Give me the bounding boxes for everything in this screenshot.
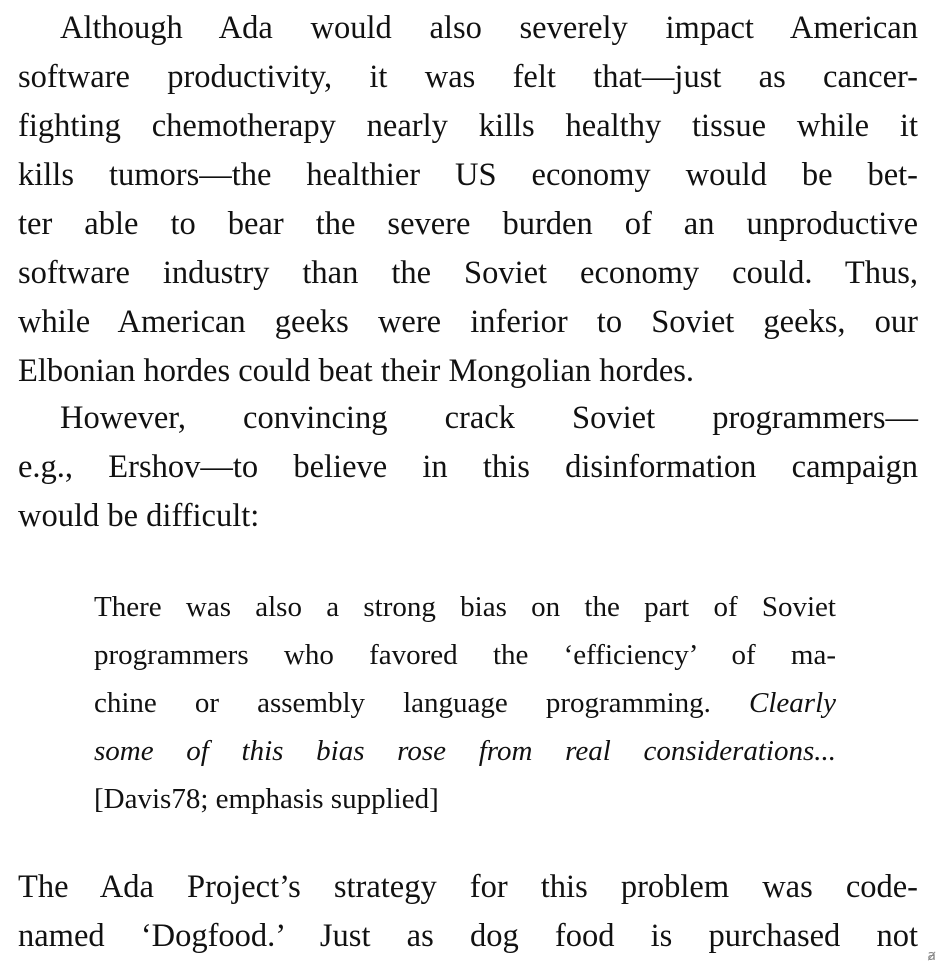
- quote-line: There was also a strong bias on the part of Soviet: [94, 591, 836, 623]
- paragraph-line: Although Ada would also severely impact American: [60, 10, 918, 46]
- quote-plain-text: chine or assembly language programming.: [94, 687, 711, 719]
- paragraph-line: while American geeks were inferior to Soviet geeks, our: [18, 304, 918, 340]
- paragraph-1: [18, 4, 918, 396]
- paragraph-line: However, convincing crack Soviet programmers—: [60, 400, 918, 436]
- quote-line: [94, 679, 836, 727]
- paragraph-2: [18, 394, 918, 541]
- quote-emphasis-text: Clearly: [749, 687, 837, 719]
- paragraph-line: The Ada Project’s strategy for this problem was code-: [18, 869, 918, 905]
- block-quote: [94, 583, 836, 823]
- paragraph-3: [18, 863, 918, 961]
- paragraph-line: ter able to bear the severe burden of an unproductive: [18, 206, 918, 242]
- quote-citation: [Davis78; emphasis supplied]: [94, 783, 439, 815]
- paragraph-line: fighting chemotherapy nearly kills healthy tissue while it: [18, 108, 918, 144]
- paragraph-line: Elbonian hordes could beat their Mongolian hordes.: [18, 353, 695, 389]
- paragraph-line: would be difficult:: [18, 498, 260, 534]
- quote-emphasis-text: some of this bias rose from real considerations...: [94, 735, 836, 767]
- corner-mark: ⱥ: [927, 948, 936, 964]
- paragraph-line: software industry than the Soviet economy could. Thus,: [18, 255, 918, 291]
- paragraph-line: software productivity, it was felt that—just as cancer-: [18, 59, 918, 95]
- quote-line: [94, 727, 836, 775]
- paragraph-line: e.g., Ershov—to believe in this disinformation campaign: [18, 449, 918, 485]
- paragraph-line: kills tumors—the healthier US economy would be bet-: [18, 157, 918, 193]
- quote-line: programmers who favored the ‘efficiency’ of ma-: [94, 639, 836, 671]
- paragraph-line: named ‘Dogfood.’ Just as dog food is purchased not: [18, 918, 918, 954]
